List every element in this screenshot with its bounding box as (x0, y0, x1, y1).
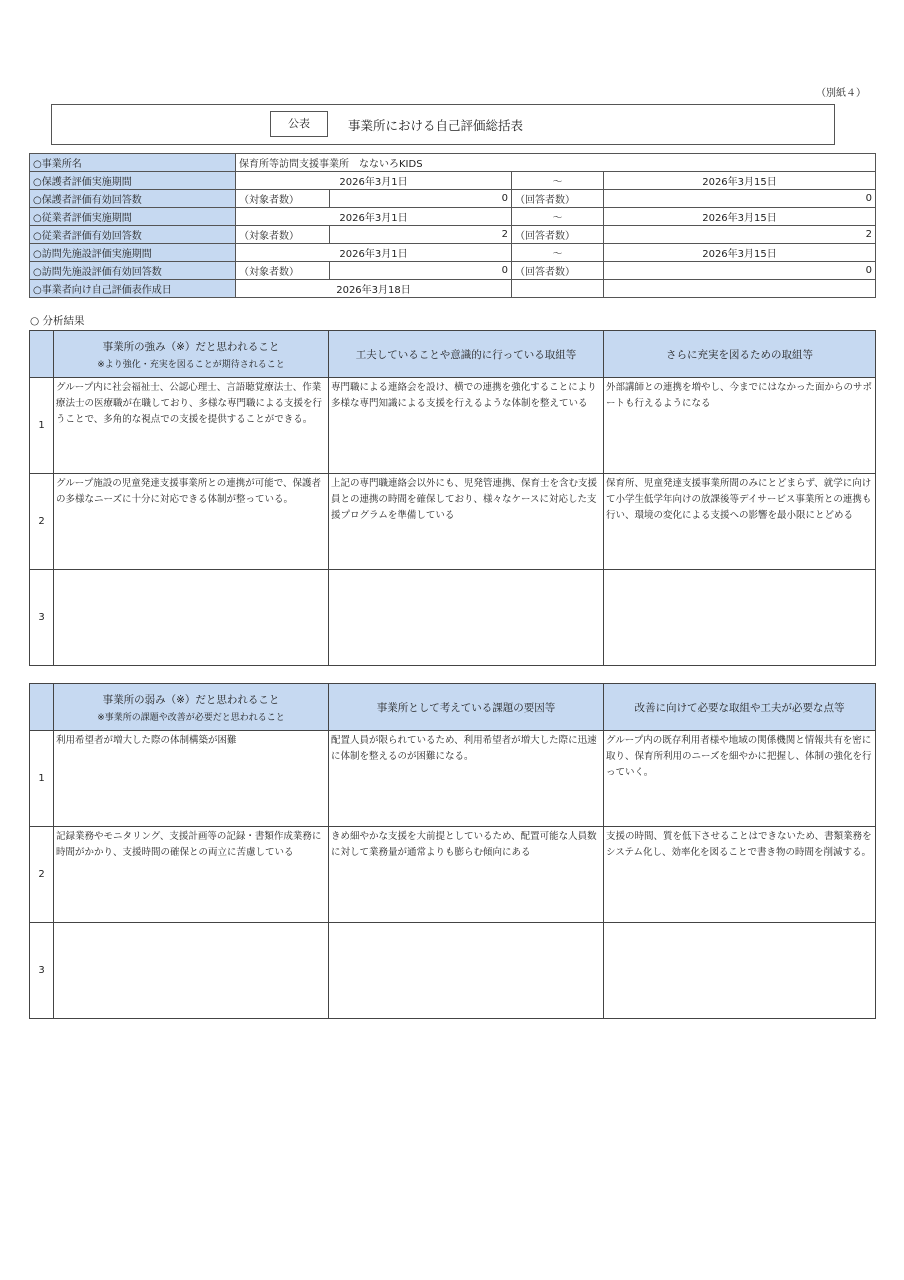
info-row-name (30, 154, 876, 172)
cell-text: 上記の専門職連絡会以外にも、児発管連携、保育士を含む支援員との連携の時間を確保しており、様々なケースに対応した支援プログラムを準備している (329, 474, 604, 570)
info-row-guardian-period (30, 172, 876, 190)
cell-text (329, 923, 604, 1019)
table-row (30, 378, 876, 474)
target-label: （対象者数） (236, 226, 330, 244)
info-label: ○従業者評価有効回答数 (30, 226, 236, 244)
period-end: 2026年3月15日 (604, 172, 876, 190)
cell-text (329, 570, 604, 666)
resp-label: （回答者数） (512, 226, 604, 244)
strengths-col2-header: 工夫していることや意識的に行っている取組等 (329, 331, 604, 378)
empty-cell (512, 280, 604, 298)
cell-text: グループ内に社会福祉士、公認心理士、言語聴覚療法士、作業療法士の医療職が在職しており、多様な専門職による支援を行うことで、多角的な視点での支援を提供することができる。 (54, 378, 329, 474)
target-count: 0 (330, 262, 512, 280)
info-label: ○従業者評価実施期間 (30, 208, 236, 226)
resp-count: 0 (604, 190, 876, 208)
weaknesses-header-row (30, 684, 876, 731)
period-tilde: ～ (512, 244, 604, 262)
row-number: 3 (30, 923, 54, 1019)
strengths-header-row (30, 331, 876, 378)
info-label: ○保護者評価実施期間 (30, 172, 236, 190)
cell-text (604, 570, 876, 666)
row-number: 1 (30, 378, 54, 474)
strengths-col3-header: さらに充実を図るための取組等 (604, 331, 876, 378)
info-value: 保育所等訪問支援事業所 なないろKIDS (236, 154, 876, 172)
strengths-table (29, 330, 876, 666)
cell-text: グループ施設の児童発達支援事業所との連携が可能で、保護者の多様なニーズに十分に対応できる体制が整っている。 (54, 474, 329, 570)
resp-count: 0 (604, 262, 876, 280)
weaknesses-table (29, 683, 876, 1019)
info-label: ○訪問先施設評価有効回答数 (30, 262, 236, 280)
table-row (30, 731, 876, 827)
col-subtitle: ※事業所の課題や改善が必要だと思われること (97, 712, 285, 723)
cell-text (54, 923, 329, 1019)
period-tilde: ～ (512, 208, 604, 226)
period-tilde: ～ (512, 172, 604, 190)
info-label: ○保護者評価有効回答数 (30, 190, 236, 208)
info-table (29, 153, 876, 298)
target-count: 0 (330, 190, 512, 208)
cell-text: グループ内の既存利用者様や地域の関係機関と情報共有を密に取り、保育所利用のニーズを細やかに把握し、体制の強化を行っていく。 (604, 731, 876, 827)
period-end: 2026年3月15日 (604, 208, 876, 226)
resp-label: （回答者数） (512, 190, 604, 208)
public-label: 公表 (270, 111, 328, 137)
period-end: 2026年3月15日 (604, 244, 876, 262)
period-start: 2026年3月1日 (236, 244, 512, 262)
cell-text: 記録業務やモニタリング、支援計画等の記録・書類作成業務に時間がかかり、支援時間の確保との両立に苦慮している (54, 827, 329, 923)
created-date: 2026年3月18日 (236, 280, 512, 298)
info-label: ○訪問先施設評価実施期間 (30, 244, 236, 262)
section-label: ○ 分析結果 (30, 315, 85, 327)
resp-count: 2 (604, 226, 876, 244)
cell-text: 専門職による連絡会を設け、横での連携を強化することにより多様な専門知識による支援を行えるような体制を整えている (329, 378, 604, 474)
page-title: 事業所における自己評価総括表 (348, 118, 524, 133)
cell-text: 支援の時間、質を低下させることはできないため、書類業務をシステム化し、効率化を図ることで書き物の時間を削減する。 (604, 827, 876, 923)
resp-label: （回答者数） (512, 262, 604, 280)
cell-text (604, 923, 876, 1019)
table-row (30, 827, 876, 923)
info-label: ○事業者向け自己評価表作成日 (30, 280, 236, 298)
cell-text: きめ細やかな支援を大前提としているため、配置可能な人員数に対して業務量が通常よりも膨らむ傾向にある (329, 827, 604, 923)
cell-text (54, 570, 329, 666)
info-label: ○事業所名 (30, 154, 236, 172)
info-row-visit-period (30, 244, 876, 262)
row-number: 2 (30, 827, 54, 923)
cell-text: 保育所、児童発達支援事業所間のみにとどまらず、就学に向けて小学生低学年向けの放課後等デイサービス事業所との連携も行い、環境の変化による支援への影響を最小限にとどめる (604, 474, 876, 570)
target-label: （対象者数） (236, 190, 330, 208)
cell-text: 外部講師との連携を増やし、今までにはなかった面からのサポートも行えるようになる (604, 378, 876, 474)
col-title: 事業所の強み（※）だと思われること (102, 340, 280, 353)
period-start: 2026年3月1日 (236, 208, 512, 226)
num-header (30, 331, 54, 378)
attachment-reference: （別紙４） (816, 88, 866, 99)
strengths-col1-header (54, 331, 329, 378)
info-row-created (30, 280, 876, 298)
info-row-guardian-count (30, 190, 876, 208)
num-header (30, 684, 54, 731)
empty-cell (604, 280, 876, 298)
table-row (30, 570, 876, 666)
row-number: 1 (30, 731, 54, 827)
col-title: 事業所の弱み（※）だと思われること (102, 693, 280, 706)
col-subtitle: ※より強化・充実を図ることが期待されること (97, 359, 285, 370)
period-start: 2026年3月1日 (236, 172, 512, 190)
weaknesses-col2-header: 事業所として考えている課題の要因等 (329, 684, 604, 731)
table-row (30, 923, 876, 1019)
cell-text: 配置人員が限られているため、利用希望者が増大した際に迅速に体制を整えるのが困難になる。 (329, 731, 604, 827)
target-count: 2 (330, 226, 512, 244)
target-label: （対象者数） (236, 262, 330, 280)
info-row-staff-count (30, 226, 876, 244)
row-number: 3 (30, 570, 54, 666)
title-box (51, 104, 835, 145)
cell-text: 利用希望者が増大した際の体制構築が困難 (54, 731, 329, 827)
info-row-visit-count (30, 262, 876, 280)
row-number: 2 (30, 474, 54, 570)
table-row (30, 474, 876, 570)
info-row-staff-period (30, 208, 876, 226)
weaknesses-col1-header (54, 684, 329, 731)
weaknesses-col3-header: 改善に向けて必要な取組や工夫が必要な点等 (604, 684, 876, 731)
